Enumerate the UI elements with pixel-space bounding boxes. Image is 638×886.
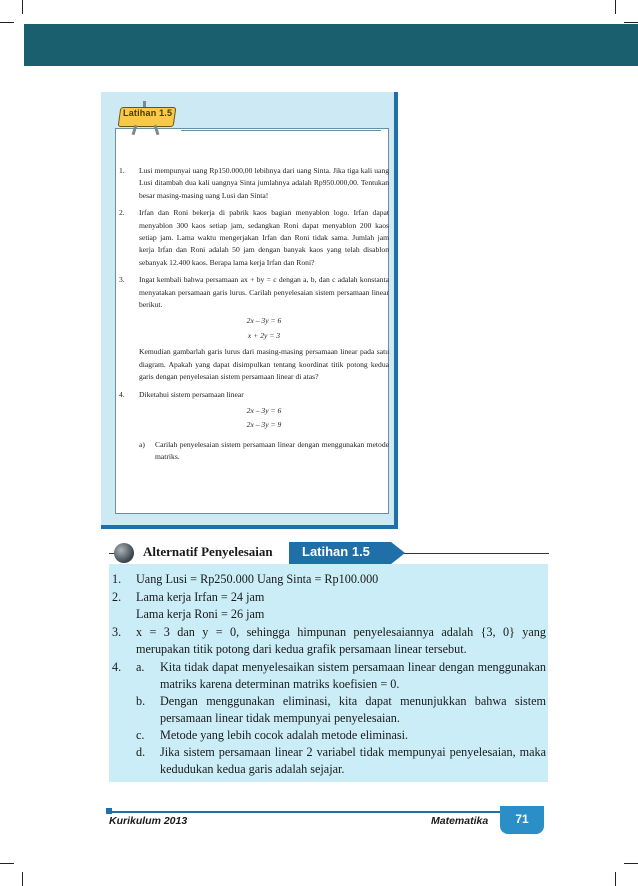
exercise-number: 3. bbox=[119, 275, 125, 285]
subitem-letter: b. bbox=[136, 694, 146, 708]
equation: 2x – 3y = 9 bbox=[246, 420, 282, 430]
exercise-item bbox=[119, 274, 389, 383]
solution-subitem bbox=[136, 727, 546, 744]
latihan-badge-label: Latihan 1.5 bbox=[123, 108, 173, 118]
header-band bbox=[24, 24, 638, 66]
exercise-text: Lusi mempunyai uang Rp150.000,00 lebihnya dari uang Sinta. Jika tiga kali uang Lusi ditambah dua kali uangnya Sinta jumlahnya adalah Rp950.000,00. Tentukan besar masing-masing uang Lusi dan Sinta! bbox=[139, 166, 389, 200]
crop-mark bbox=[0, 22, 14, 23]
crop-mark bbox=[22, 872, 23, 886]
subitem-text: Kita tidak dapat menyelesaikan sistem persamaan linear dengan menggunakan matriks karena determinan matriks koefisien = 0. bbox=[160, 660, 546, 691]
equation: 2x – 3y = 6 bbox=[246, 316, 282, 326]
badge-rule bbox=[181, 130, 381, 131]
exercise-subitem bbox=[139, 439, 389, 464]
exercise-number: 4. bbox=[119, 389, 125, 399]
crop-mark bbox=[624, 22, 638, 23]
latihan-badge bbox=[117, 101, 189, 135]
footer-curriculum: Kurikulum 2013 bbox=[109, 815, 188, 827]
crop-mark bbox=[615, 0, 616, 14]
equation: 2x – 3y = 6 bbox=[246, 405, 282, 415]
solution-text: x = 3 dan y = 0, sehingga himpunan penyelesaiannya adalah {3, 0} yang merupakan titik potong dari kedua grafik persamaan linear tersebut. bbox=[136, 625, 546, 656]
equation: x + 2y = 3 bbox=[247, 330, 281, 340]
solution-text: Lama kerja Irfan = 24 jam bbox=[136, 590, 265, 604]
exercise-text: Irfan dan Roni bekerja di pabrik kaos bagian menyablon logo. Irfan dapat menyablon 300 kaos setiap jam, sedangkan Roni dapat menyablon 200 kaos setiap jam. Lama waktu mengerjakan Irfan dan Roni tidak sama. Jumlah jam kerja Irfan dan Roni adalah 50 jam dengan banyak kaos yang telah disablon sebanyak 12.400 kaos. Berapa lama kerja Irfan dan Roni? bbox=[139, 208, 389, 267]
crop-mark bbox=[615, 872, 616, 886]
subitem-letter: a) bbox=[139, 439, 145, 449]
solution-number: 3. bbox=[112, 625, 122, 639]
crop-mark bbox=[624, 863, 638, 864]
solution-subitem bbox=[136, 693, 546, 727]
solution-item bbox=[112, 571, 546, 588]
subitem-letter: a. bbox=[136, 660, 145, 674]
solution-subitem bbox=[136, 659, 546, 693]
solution-text: Uang Lusi = Rp250.000 Uang Sinta = Rp100.000 bbox=[136, 572, 379, 586]
solution-item bbox=[112, 624, 546, 658]
subitem-text: Jika sistem persamaan linear 2 variabel tidak mempunyai penyelesaian, maka kedudukan kedua garis adalah sejajar. bbox=[160, 745, 546, 776]
exercise-text: Kemudian gambarlah garis lurus dari masing-masing persamaan linear pada satu diagram. Apakah yang dapat disimpulkan tentang koordinat titik potong kedua garis dengan penyelesaian sistem persamaan linear di atas? bbox=[139, 347, 389, 382]
solution-list bbox=[112, 571, 546, 779]
subitem-text: Carilah penyelesaian sistem persamaan linear dengan menggunakan metode matriks. bbox=[155, 439, 389, 462]
exercise-number: 1. bbox=[119, 166, 125, 175]
exercise-item bbox=[119, 165, 389, 202]
solution-title: Alternatif Penyelesaian bbox=[143, 544, 273, 559]
solution-item bbox=[112, 589, 546, 623]
solution-number: 2. bbox=[112, 590, 122, 604]
crop-mark bbox=[22, 0, 23, 14]
sphere-icon bbox=[114, 543, 134, 563]
subitem-text: Dengan menggunakan eliminasi, kita dapat menunjukkan bahwa sistem persamaan linear tidak mempunyai penyelesaian. bbox=[160, 694, 546, 725]
subitem-letter: d. bbox=[136, 745, 146, 759]
exercise-item bbox=[119, 389, 389, 464]
subitem-text: Metode yang lebih cocok adalah metode eliminasi. bbox=[160, 728, 409, 742]
subitem-letter: c. bbox=[136, 728, 145, 742]
footer-subject: Matematika bbox=[431, 815, 489, 827]
exercise-list bbox=[119, 165, 389, 469]
exercise-text: Ingat kembali bahwa persamaan ax + by = c dengan a, b, dan c adalah konstanta menyatakan persamaan garis lurus. Carilah penyelesaian sistem persamaan linear berikut. bbox=[139, 275, 389, 310]
solution-item bbox=[112, 659, 546, 778]
page-number: 71 bbox=[515, 812, 529, 826]
exercise-text: Diketahui sistem persamaan linear bbox=[139, 389, 244, 399]
crop-mark bbox=[0, 863, 14, 864]
solution-number: 1. bbox=[112, 572, 122, 586]
solution-header bbox=[109, 542, 549, 564]
latihan-tag-label: Latihan 1.5 bbox=[302, 544, 370, 559]
solution-text: Lama kerja Roni = 26 jam bbox=[136, 607, 265, 621]
exercise-item bbox=[119, 207, 389, 269]
solution-number: 4. bbox=[112, 660, 122, 674]
exercise-number: 2. bbox=[119, 208, 125, 218]
solution-subitem bbox=[136, 744, 546, 778]
footer-rule bbox=[108, 811, 502, 813]
